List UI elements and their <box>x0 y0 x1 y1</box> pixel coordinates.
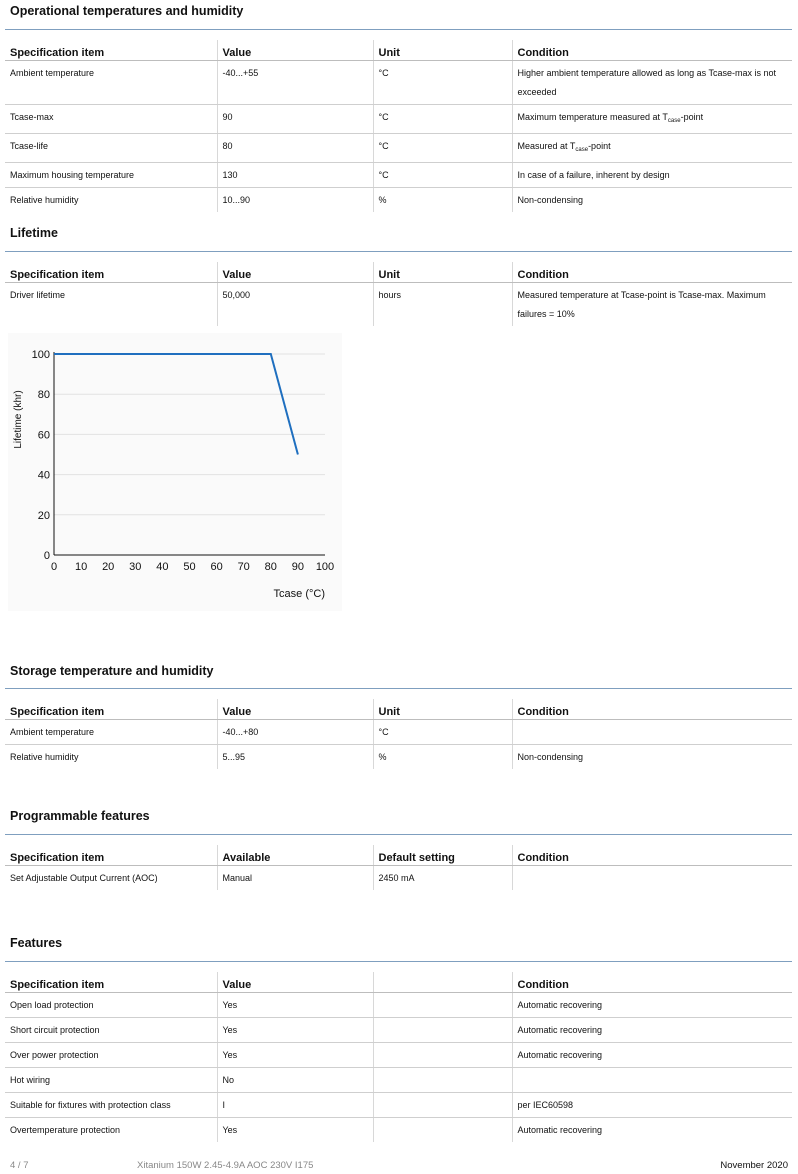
x-tick-label: 60 <box>210 561 223 573</box>
cell-text: -point <box>680 112 704 122</box>
section-divider <box>5 251 792 252</box>
x-tick-label: 80 <box>264 561 277 573</box>
table-cell: Hot wiring <box>5 1068 217 1093</box>
subscript: case <box>575 147 589 153</box>
table-cell <box>373 1043 512 1068</box>
column-header: Condition <box>512 845 792 866</box>
table-cell: hours <box>373 283 512 327</box>
table-cell: °C <box>373 61 512 105</box>
x-tick-label: 70 <box>237 561 250 573</box>
column-header: Condition <box>512 699 792 720</box>
table-cell <box>373 1018 512 1043</box>
table-cell: Over power protection <box>5 1043 217 1068</box>
column-header <box>373 972 512 993</box>
product-name: Xitanium 150W 2.45-4.9A AOC 230V I175 <box>137 1160 314 1171</box>
x-tick-label: 20 <box>102 561 115 573</box>
column-header: Value <box>217 262 373 283</box>
table-row <box>5 163 792 188</box>
y-tick-label: 60 <box>37 429 50 442</box>
section-divider <box>5 29 792 30</box>
cell-text: Measured at T <box>517 141 576 151</box>
table-cell: Suitable for fixtures with protection class <box>5 1093 217 1118</box>
table-cell: Yes <box>217 1043 373 1068</box>
table-cell: Higher ambient temperature allowed as long as Tcase-max is not exceeded <box>512 61 792 105</box>
column-header: Available <box>217 845 373 866</box>
table-row <box>5 1093 792 1118</box>
column-header: Value <box>217 972 373 993</box>
column-header: Specification item <box>5 699 217 720</box>
table-cell: Non-condensing <box>517 752 584 762</box>
section-title-storage: Storage temperature and humidity <box>10 664 214 678</box>
table-row <box>5 105 792 134</box>
column-header: Specification item <box>5 40 217 61</box>
table-cell: 10...90 <box>217 188 373 213</box>
table-row <box>5 188 792 213</box>
table-row <box>5 283 792 327</box>
table-cell: Automatic recovering <box>512 1043 792 1068</box>
x-tick-label: 90 <box>291 561 305 573</box>
table-cell: Measured temperature at Tcase-point is Tcase-max. Maximum failures = 10% <box>517 290 766 319</box>
table-cell: Relative humidity <box>5 745 217 770</box>
series-line <box>54 354 298 455</box>
section-title-operational: Operational temperatures and humidity <box>10 4 244 18</box>
table-cell: Automatic recovering <box>512 993 792 1018</box>
table-cell <box>512 105 792 134</box>
table-cell: Tcase-max <box>5 105 217 134</box>
column-header: Value <box>217 40 373 61</box>
column-header: Condition <box>512 262 792 283</box>
section-divider <box>5 961 792 962</box>
table-cell: Driver lifetime <box>5 283 217 327</box>
document-date: November 2020 <box>720 1160 788 1171</box>
column-header: Condition <box>512 972 792 993</box>
table-cell: °C <box>373 163 512 188</box>
page-number: 4 / 7 <box>10 1160 29 1171</box>
x-tick-label: 10 <box>74 561 88 573</box>
table-row <box>5 61 792 105</box>
x-tick-label: 40 <box>156 561 169 573</box>
table-cell: Tcase-life <box>5 134 217 163</box>
table-cell: Maximum housing temperature <box>5 163 217 188</box>
table-cell: 50,000 <box>217 283 373 327</box>
column-header: Unit <box>373 40 512 61</box>
table-cell: % <box>373 745 512 770</box>
section-title-programmable: Programmable features <box>10 809 150 823</box>
table-cell: Open load protection <box>5 993 217 1018</box>
section-divider <box>5 834 792 835</box>
lifetime-table <box>5 262 792 326</box>
table-cell: % <box>373 188 512 213</box>
column-header: Specification item <box>5 262 217 283</box>
table-cell: Automatic recovering <box>512 1018 792 1043</box>
table-row <box>5 1043 792 1068</box>
y-axis-label: Lifetime (khr) <box>13 390 24 449</box>
cell-text: Maximum temperature measured at T <box>517 112 668 122</box>
table-cell <box>512 866 792 891</box>
column-header: Value <box>217 699 373 720</box>
table-row <box>5 720 792 745</box>
table-row <box>5 993 792 1018</box>
x-axis-label: Tcase (°C) <box>273 588 325 600</box>
table-cell: -40...+55 <box>217 61 373 105</box>
table-cell: 2450 mA <box>373 866 512 891</box>
table-cell: Yes <box>217 993 373 1018</box>
y-tick-label: 100 <box>31 349 50 361</box>
table-cell: Yes <box>217 1018 373 1043</box>
table-cell: Manual <box>217 866 373 891</box>
features-table <box>5 972 792 1142</box>
table-row <box>5 1118 792 1143</box>
y-tick-label: 80 <box>37 389 50 402</box>
table-cell <box>373 1118 512 1143</box>
column-header: Default setting <box>373 845 512 866</box>
column-header: Specification item <box>5 845 217 866</box>
table-cell: I <box>217 1093 373 1118</box>
section-title-lifetime: Lifetime <box>10 226 58 240</box>
table-cell: No <box>217 1068 373 1093</box>
table-row <box>5 134 792 163</box>
table-cell: Set Adjustable Output Current (AOC) <box>5 866 217 891</box>
column-header: Unit <box>373 699 512 720</box>
programmable-table <box>5 845 792 890</box>
x-tick-label: 0 <box>50 561 58 573</box>
table-cell: Ambient temperature <box>5 720 217 745</box>
table-cell: Relative humidity <box>5 188 217 213</box>
storage-table <box>5 699 792 769</box>
table-cell: °C <box>373 105 512 134</box>
table-cell <box>373 1093 512 1118</box>
table-cell: 5...95 <box>217 745 373 770</box>
table-cell <box>512 1068 792 1093</box>
table-cell: In case of a failure, inherent by design <box>512 163 792 188</box>
subscript: case <box>667 118 681 124</box>
table-cell: 90 <box>217 105 373 134</box>
y-tick-label: 0 <box>43 550 50 562</box>
column-header: Condition <box>512 40 792 61</box>
lifetime-chart <box>8 333 342 611</box>
table-header-row <box>5 845 792 866</box>
section-title-features: Features <box>10 936 63 950</box>
table-header-row <box>5 972 792 993</box>
y-tick-label: 20 <box>37 509 50 522</box>
table-cell: Yes <box>217 1118 373 1143</box>
x-tick-label: 30 <box>129 561 142 573</box>
x-tick-label: 50 <box>183 561 196 573</box>
table-cell <box>373 1068 512 1093</box>
x-tick-label: 100 <box>315 561 335 573</box>
table-cell: 130 <box>217 163 373 188</box>
table-cell: Non-condensing <box>517 195 584 205</box>
section-divider <box>5 688 792 689</box>
table-header-row <box>5 40 792 61</box>
table-cell: 80 <box>217 134 373 163</box>
table-cell: Ambient temperature <box>5 61 217 105</box>
table-header-row <box>5 262 792 283</box>
table-cell <box>512 134 792 163</box>
table-cell <box>373 993 512 1018</box>
table-cell: °C <box>373 720 512 745</box>
table-cell: -40...+80 <box>217 720 373 745</box>
table-cell: °C <box>373 134 512 163</box>
table-row <box>5 1068 792 1093</box>
column-header: Unit <box>373 262 512 283</box>
table-cell <box>512 720 792 745</box>
lifetime-chart-svg <box>8 333 342 611</box>
table-cell: Overtemperature protection <box>5 1118 217 1143</box>
table-header-row <box>5 699 792 720</box>
table-row <box>5 1018 792 1043</box>
table-cell: per IEC60598 <box>512 1093 792 1118</box>
operational-table <box>5 40 792 212</box>
table-cell: Automatic recovering <box>517 1125 603 1135</box>
column-header: Specification item <box>5 972 217 993</box>
y-tick-label: 40 <box>37 469 50 482</box>
cell-text: -point <box>588 141 611 151</box>
table-cell: Short circuit protection <box>5 1018 217 1043</box>
table-row <box>5 745 792 770</box>
table-row <box>5 866 792 891</box>
